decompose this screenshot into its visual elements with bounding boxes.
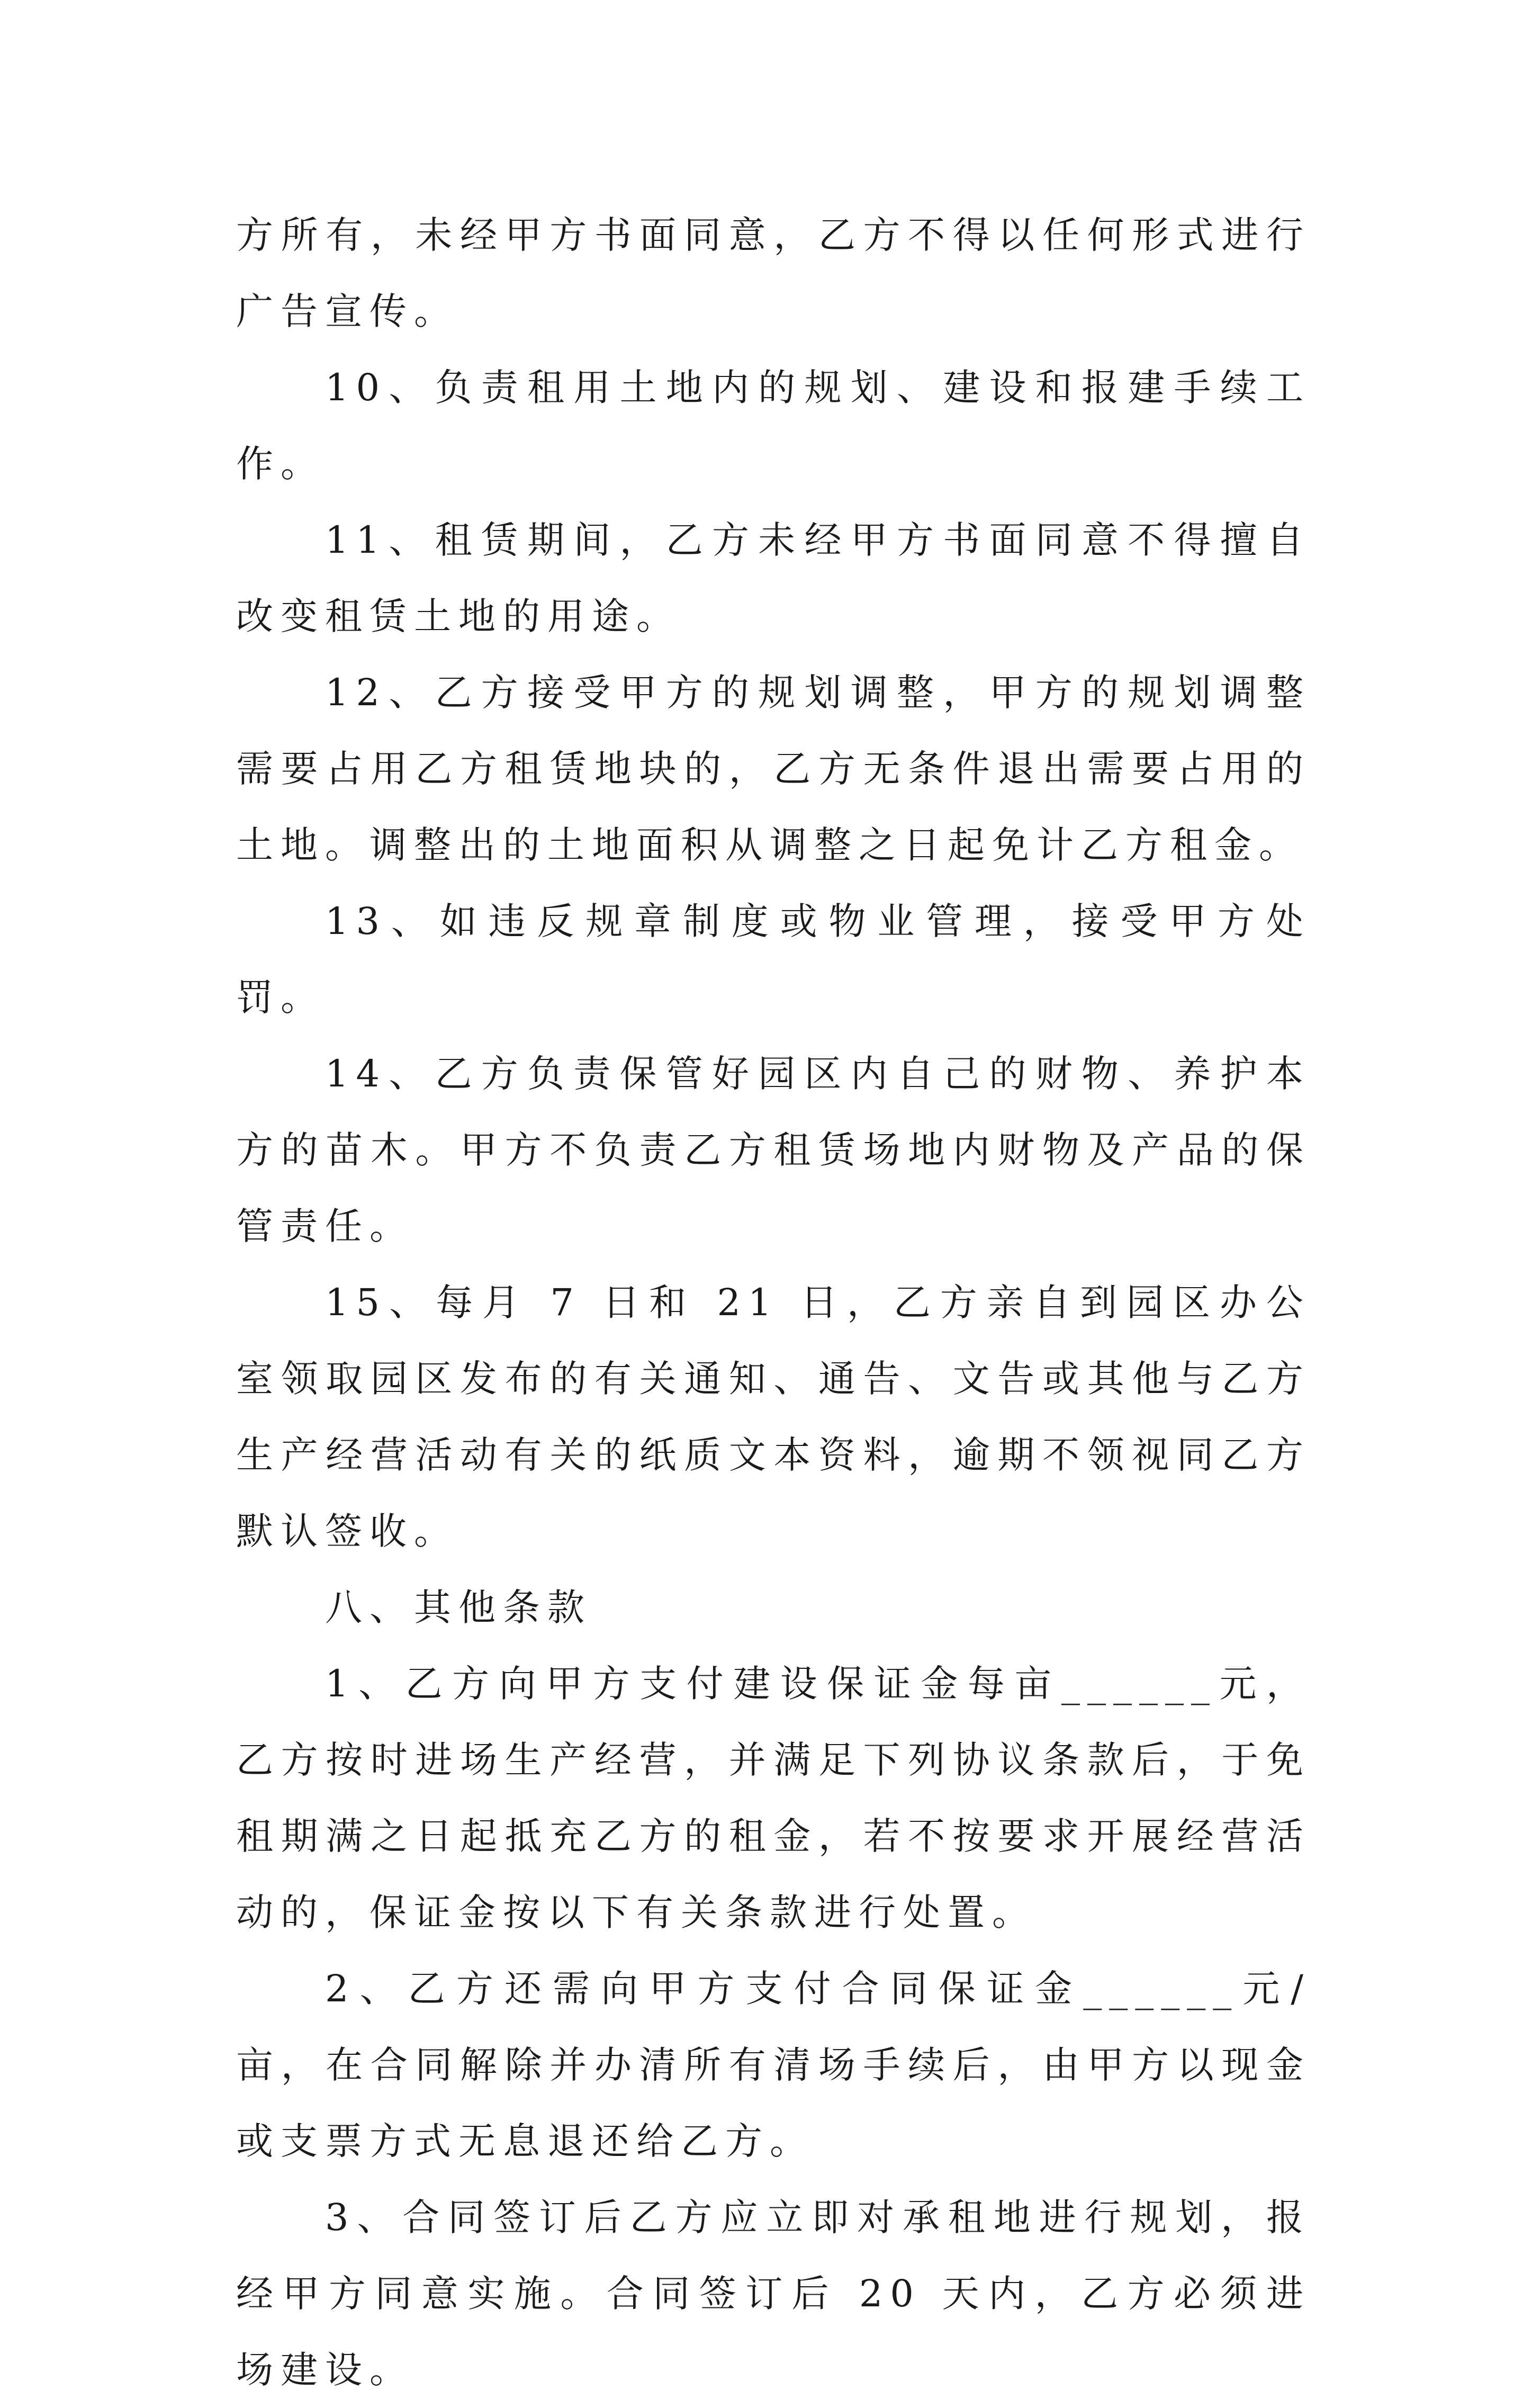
paragraph-clause-11: 11、租赁期间，乙方未经甲方书面同意不得擅自改变租赁土地的用途。	[236, 518, 1311, 638]
contract-body-text	[236, 197, 1311, 2408]
paragraph-clause-12: 12、乙方接受甲方的规划调整，甲方的规划调整需要占用乙方租赁地块的，乙方无条件退出需要占用的土地。调整出的土地面积从调整之日起免计乙方租金。	[236, 671, 1311, 867]
paragraph-other-term-2: 2、乙方还需向甲方支付合同保证金______元/亩，在合同解除并办清所有清场手续后，由甲方以现金或支票方式无息退还给乙方。	[236, 1967, 1311, 2163]
paragraph-clause-10: 10、负责租用土地内的规划、建设和报建手续工作。	[236, 366, 1311, 486]
paragraph-clause-14: 14、乙方负责保管好园区内自己的财物、养护本方的苗木。甲方不负责乙方租赁场地内财物及产品的保管责任。	[236, 1052, 1311, 1248]
paragraph-continuation: 方所有，未经甲方书面同意，乙方不得以任何形式进行广告宣传。	[236, 213, 1311, 333]
paragraph-other-term-1: 1、乙方向甲方支付建设保证金每亩______元，乙方按时进场生产经营，并满足下列协议条款后，于免租期满之日起抵充乙方的租金，若不按要求开展经营活动的，保证金按以下有关条款进行处置。	[236, 1662, 1311, 1934]
section-heading-other-terms: 八、其他条款	[325, 1586, 592, 1629]
paragraph-clause-13: 13、如违反规章制度或物业管理，接受甲方处罚。	[236, 900, 1311, 1019]
paragraph-other-term-3: 3、合同签订后乙方应立即对承租地进行规划，报经甲方同意实施。合同签订后 20 天内，乙方必须进场建设。	[236, 2196, 1311, 2392]
paragraph-clause-15: 15、每月 7 日和 21 日，乙方亲自到园区办公室领取园区发布的有关通知、通告、文告或其他与乙方生产经营活动有关的纸质文本资料，逾期不领视同乙方默认签收。	[236, 1281, 1311, 1553]
